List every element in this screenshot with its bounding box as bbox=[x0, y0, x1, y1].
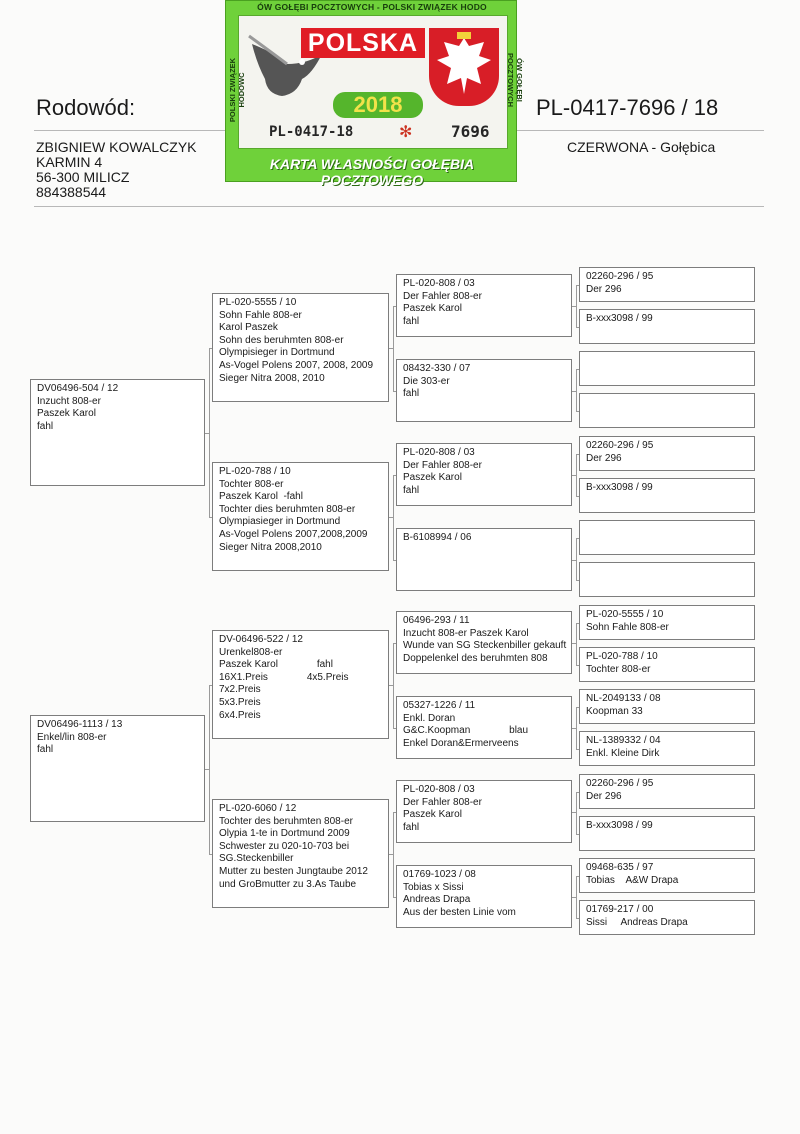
connector-line bbox=[576, 454, 577, 496]
pedigree-box-g4-5 bbox=[579, 436, 755, 471]
pedigree-line: Enkl. Doran bbox=[403, 712, 456, 724]
pedigree-line: Olympisieger in Dortmund bbox=[219, 347, 335, 359]
pedigree-line: Karol Paszek bbox=[219, 322, 278, 334]
pedigree-line: Tobias x Sissi bbox=[403, 881, 464, 893]
pedigree-line: Enkel Doran&Ermerveens bbox=[403, 737, 519, 749]
pedigree-box-g4-16 bbox=[579, 900, 755, 935]
pedigree-line: 02260-296 / 95 bbox=[586, 271, 654, 282]
pedigree-line: 16X1.Preis 4x5.Preis bbox=[219, 671, 349, 683]
pedigree-line: G&C.Koopman blau bbox=[403, 725, 529, 737]
pedigree-box-g2-1 bbox=[212, 293, 389, 402]
pedigree-line: 09468-635 / 97 bbox=[586, 862, 654, 873]
year-badge: 2018 bbox=[333, 92, 423, 118]
pedigree-line: PL-020-808 / 03 bbox=[403, 784, 475, 795]
star-icon: ✻ bbox=[399, 124, 413, 141]
stamp-inner-panel bbox=[238, 15, 508, 149]
pedigree-line: 06496-293 / 11 bbox=[403, 615, 470, 626]
pedigree-line: 6x4.Preis bbox=[219, 709, 261, 721]
pedigree-box-g3-2 bbox=[396, 359, 572, 422]
pedigree-box-g4-2 bbox=[579, 309, 755, 344]
connector-line bbox=[576, 327, 579, 328]
connector-line bbox=[576, 369, 579, 370]
pedigree-line: PL-020-788 / 10 bbox=[586, 651, 658, 662]
pedigree-line: Paszek Karol bbox=[403, 303, 462, 315]
pedigree-box-g4-13 bbox=[579, 774, 755, 809]
stamp-bottom-text: KARTA WŁASNOŚCI GOŁĘBIA POCZTOWEGO bbox=[269, 156, 475, 188]
pedigree-line: Paszek Karol fahl bbox=[219, 659, 333, 671]
pedigree-line: DV-06496-522 / 12 bbox=[219, 634, 303, 645]
pedigree-box-g1-2 bbox=[30, 715, 205, 822]
pedigree-line: Inzucht 808-er Paszek Karol bbox=[403, 627, 529, 639]
pedigree-line: SG.Steckenbiller bbox=[219, 853, 294, 865]
pedigree-box-g4-9 bbox=[579, 605, 755, 640]
owner-block bbox=[36, 140, 197, 200]
connector-line bbox=[576, 876, 577, 918]
pedigree-box-g4-12 bbox=[579, 731, 755, 766]
pedigree-box-g4-14 bbox=[579, 816, 755, 851]
connector-line bbox=[209, 348, 210, 517]
connector-line bbox=[576, 411, 579, 412]
connector-line bbox=[576, 538, 579, 539]
pedigree-box-g2-4 bbox=[212, 799, 389, 908]
pedigree-line: Tochter dies beruhmten 808-er bbox=[219, 503, 356, 515]
pedigree-line: Sohn des beruhmten 808-er bbox=[219, 334, 344, 346]
pedigree-box-g4-3 bbox=[579, 351, 755, 386]
connector-line bbox=[209, 517, 212, 518]
connector-line bbox=[576, 623, 577, 665]
connector-line bbox=[576, 454, 579, 455]
pedigree-line: 01769-1023 / 08 bbox=[403, 869, 476, 880]
connector-line bbox=[393, 812, 396, 813]
connector-line bbox=[576, 665, 579, 666]
connector-line bbox=[576, 792, 577, 834]
stamp-ring-number: 7696 bbox=[451, 122, 490, 141]
pedigree-line: Mutter zu besten Jungtaube 2012 bbox=[219, 865, 368, 877]
pedigree-line: fahl bbox=[403, 821, 420, 833]
connector-line bbox=[576, 876, 579, 877]
connector-line bbox=[393, 306, 396, 307]
pedigree-box-g3-5 bbox=[396, 611, 572, 674]
connector-line bbox=[576, 707, 577, 749]
owner-name: ZBIGNIEW KOWALCZYK bbox=[36, 139, 197, 155]
stamp-top-text: ÓW GOŁĘBI POCZTOWYCH - POLSKI ZWIĄZEK HODO bbox=[257, 2, 487, 12]
country-banner: POLSKA bbox=[301, 28, 425, 58]
pedigree-line: Enkl. Kleine Dirk bbox=[586, 747, 660, 759]
pedigree-line: Koopman 33 bbox=[586, 705, 643, 717]
pedigree-line: Doppelenkel des beruhmten 808 bbox=[403, 652, 548, 664]
pedigree-line: 08432-330 / 07 bbox=[403, 363, 471, 374]
pedigree-line: fahl bbox=[403, 315, 420, 327]
pedigree-line: Der 296 bbox=[586, 790, 622, 802]
white-eagle-emblem-icon bbox=[429, 28, 499, 106]
pedigree-line: As-Vogel Polens 2007, 2008, 2009 bbox=[219, 359, 374, 371]
pedigree-box-g4-6 bbox=[579, 478, 755, 513]
pedigree-line: und GroBmutter zu 3.As Taube bbox=[219, 878, 357, 890]
connector-line bbox=[576, 707, 579, 708]
pedigree-line: 05327-1226 / 11 bbox=[403, 700, 476, 711]
pedigree-line: 02260-296 / 95 bbox=[586, 778, 654, 789]
connector-line bbox=[576, 580, 579, 581]
pedigree-box-g4-11 bbox=[579, 689, 755, 724]
connector-line bbox=[576, 749, 579, 750]
pedigree-box-g4-15 bbox=[579, 858, 755, 893]
connector-line bbox=[576, 918, 579, 919]
pedigree-box-g4-10 bbox=[579, 647, 755, 682]
owner-street: KARMIN 4 bbox=[36, 154, 103, 170]
pedigree-line: Die 303-er bbox=[403, 375, 450, 387]
connector-line bbox=[209, 348, 212, 349]
connector-line bbox=[393, 475, 394, 560]
pedigree-line: fahl bbox=[403, 484, 420, 496]
pedigree-line: DV06496-504 / 12 bbox=[37, 383, 119, 394]
pedigree-line: Der Fahler 808-er bbox=[403, 796, 482, 808]
pedigree-box-g3-4 bbox=[396, 528, 572, 591]
pedigree-box-g3-7 bbox=[396, 780, 572, 843]
pedigree-line: Sohn Fahle 808-er bbox=[219, 309, 302, 321]
pedigree-line: 02260-296 / 95 bbox=[586, 440, 654, 451]
ownership-card-stamp bbox=[225, 0, 524, 188]
owner-city: 56-300 MILICZ bbox=[36, 169, 130, 185]
pedigree-line: Der 296 bbox=[586, 283, 622, 295]
color-sex: CZERWONA - Gołębica bbox=[567, 139, 716, 155]
pedigree-line: Paszek Karol bbox=[37, 408, 96, 420]
pedigree-line: Tochter 808-er bbox=[586, 663, 651, 675]
connector-line bbox=[393, 728, 396, 729]
pedigree-box-g4-8 bbox=[579, 562, 755, 597]
connector-line bbox=[393, 643, 394, 728]
stamp-side-right-text: ÓW GOŁĘBI POCZTOWYCH bbox=[506, 52, 524, 108]
ring-number-title: PL-0417-7696 / 18 bbox=[536, 95, 719, 120]
connector-line bbox=[393, 391, 396, 392]
stamp-ring-prefix: PL-0417-18 bbox=[269, 124, 354, 140]
rodowod-label: Rodowód: bbox=[36, 95, 136, 120]
owner-divider bbox=[34, 206, 764, 207]
pedigree-line: 5x3.Preis bbox=[219, 696, 261, 708]
pedigree-line: fahl bbox=[37, 420, 54, 432]
connector-line bbox=[576, 623, 579, 624]
pedigree-line: Sieger Nitra 2008,2010 bbox=[219, 541, 322, 553]
pedigree-line: Andreas Drapa bbox=[403, 894, 471, 906]
pedigree-box-g4-7 bbox=[579, 520, 755, 555]
connector-line bbox=[576, 285, 577, 327]
pedigree-line: Olympiasieger in Dortmund bbox=[219, 516, 341, 528]
pedigree-line: Olypia 1-te in Dortmund 2009 bbox=[219, 828, 350, 840]
pedigree-line: PL-020-808 / 03 bbox=[403, 278, 475, 289]
pedigree-line: PL-020-5555 / 10 bbox=[219, 297, 297, 308]
connector-line bbox=[576, 538, 577, 580]
pedigree-line: Der Fahler 808-er bbox=[403, 290, 482, 302]
pedigree-line: Wunde van SG Steckenbiller gekauft bbox=[403, 640, 567, 652]
pedigree-line: NL-2049133 / 08 bbox=[586, 693, 661, 704]
pedigree-line: Sohn Fahle 808-er bbox=[586, 621, 669, 633]
pedigree-line: Tochter 808-er bbox=[219, 478, 284, 490]
pedigree-line: PL-020-788 / 10 bbox=[219, 466, 291, 477]
connector-line bbox=[393, 475, 396, 476]
stamp-side-left-text: POLSKI ZWIĄZEK HODOWC bbox=[228, 57, 246, 123]
connector-line bbox=[576, 369, 577, 411]
pedigree-line: Paszek Karol bbox=[403, 809, 462, 821]
pedigree-box-g3-8 bbox=[396, 865, 572, 928]
pedigree-line: 7x2.Preis bbox=[219, 684, 261, 696]
connector-line bbox=[393, 812, 394, 897]
pedigree-line: PL-020-5555 / 10 bbox=[586, 609, 664, 620]
pedigree-box-g3-6 bbox=[396, 696, 572, 759]
pedigree-line: fahl bbox=[37, 744, 54, 756]
connector-line bbox=[209, 854, 212, 855]
pedigree-line: Tochter des beruhmten 808-er bbox=[219, 815, 353, 827]
connector-line bbox=[576, 834, 579, 835]
pedigree-line: Paszek Karol bbox=[403, 472, 462, 484]
pedigree-box-g3-1 bbox=[396, 274, 572, 337]
pedigree-line: B-xxx3098 / 99 bbox=[586, 482, 653, 493]
connector-line bbox=[576, 496, 579, 497]
pedigree-line: As-Vogel Polens 2007,2008,2009 bbox=[219, 528, 368, 540]
pedigree-line: NL-1389332 / 04 bbox=[586, 735, 661, 746]
pedigree-box-g2-3 bbox=[212, 630, 389, 739]
pedigree-line: Enkel/lin 808-er bbox=[37, 731, 107, 743]
pedigree-line: 01769-217 / 00 bbox=[586, 904, 654, 915]
pedigree-line: Schwester zu 020-10-703 bei bbox=[219, 840, 350, 852]
pedigree-line: PL-020-808 / 03 bbox=[403, 447, 475, 458]
pedigree-line: B-xxx3098 / 99 bbox=[586, 313, 653, 324]
pedigree-line: Aus der besten Linie vom bbox=[403, 906, 516, 918]
owner-phone: 884388544 bbox=[36, 184, 107, 200]
pedigree-line: Sissi Andreas Drapa bbox=[586, 916, 688, 928]
pedigree-line: fahl bbox=[403, 388, 420, 400]
pedigree-line: Der Fahler 808-er bbox=[403, 459, 482, 471]
pedigree-line: Paszek Karol -fahl bbox=[219, 491, 303, 503]
pedigree-line: Urenkel808-er bbox=[219, 646, 283, 658]
connector-line bbox=[576, 792, 579, 793]
pedigree-box-g2-2 bbox=[212, 462, 389, 571]
pedigree-line: B-6108994 / 06 bbox=[403, 532, 472, 543]
connector-line bbox=[209, 685, 212, 686]
pedigree-box-g1-1 bbox=[30, 379, 205, 486]
pedigree-line: Sieger Nitra 2008, 2010 bbox=[219, 372, 325, 384]
pedigree-box-g3-3 bbox=[396, 443, 572, 506]
connector-line bbox=[393, 897, 396, 898]
connector-line bbox=[209, 685, 210, 854]
pedigree-box-g4-1 bbox=[579, 267, 755, 302]
connector-line bbox=[393, 643, 396, 644]
connector-line bbox=[576, 285, 579, 286]
connector-line bbox=[393, 560, 396, 561]
pedigree-box-g4-4 bbox=[579, 393, 755, 428]
pedigree-line: Inzucht 808-er bbox=[37, 395, 101, 407]
pedigree-line: Tobias A&W Drapa bbox=[586, 874, 679, 886]
pedigree-line: B-xxx3098 / 99 bbox=[586, 820, 653, 831]
connector-line bbox=[393, 306, 394, 391]
pedigree-line: Der 296 bbox=[586, 452, 622, 464]
pedigree-line: DV06496-1113 / 13 bbox=[37, 719, 123, 730]
pedigree-line: PL-020-6060 / 12 bbox=[219, 803, 297, 814]
